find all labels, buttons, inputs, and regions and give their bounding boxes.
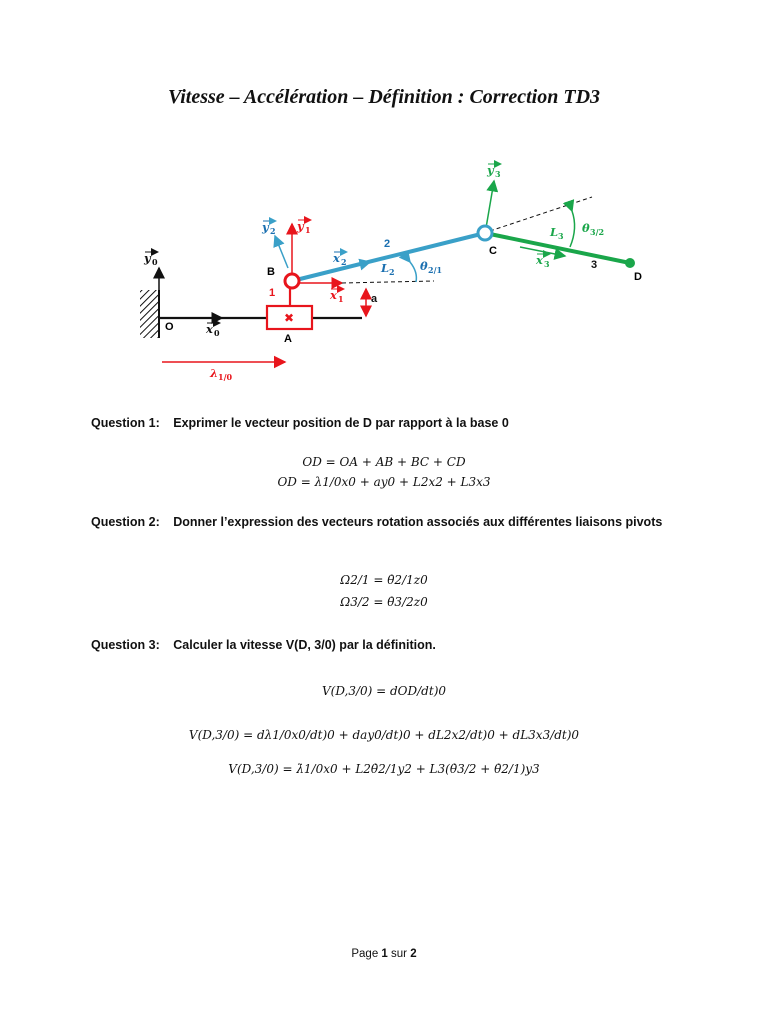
question-2 (91, 513, 675, 532)
svg-text:y: y (144, 251, 151, 265)
page-title: Vitesse – Accélération – Définition : Correction TD3 (167, 86, 601, 108)
label-y1 (296, 219, 311, 235)
b-reference-dash (342, 281, 434, 283)
y3-axis (486, 181, 494, 228)
svg-text:θ: θ (420, 259, 428, 273)
solid-3-label: 3 (591, 259, 598, 271)
svg-text:2/1: 2/1 (428, 265, 443, 275)
question-1-text: Exprimer le vecteur position de D par rapport à la base 0 (173, 416, 509, 430)
label-y2 (261, 220, 276, 236)
question-3-text: Calculer la vitesse V(D, 3/0) par la définition. (173, 638, 436, 652)
point-d-label: D (634, 271, 642, 283)
equation-q3-line3: V(D,3/0) = λ̇1/0x0 + L2θ̇2/1y2 + L3(θ̇3/2 + θ̇2/1)y3 (228, 762, 540, 776)
svg-text:x: x (333, 251, 340, 265)
label-theta21 (420, 259, 442, 275)
page-footer (0, 948, 768, 960)
label-x2 (332, 251, 347, 267)
question-3-number: Question 3: (91, 638, 160, 652)
svg-text:3: 3 (558, 231, 564, 241)
label-l3 (549, 225, 564, 241)
svg-text:2: 2 (389, 267, 395, 277)
label-lambda (209, 366, 232, 382)
point-a-label: A (284, 333, 292, 345)
label-theta32 (582, 221, 604, 237)
svg-text:0: 0 (214, 328, 220, 338)
slider-mark: ✖ (283, 311, 295, 325)
solid-1-label: 1 (269, 287, 276, 299)
svg-text:L: L (550, 225, 559, 239)
svg-text:2: 2 (341, 257, 347, 267)
label-y3 (486, 163, 501, 179)
equation-q3-line1: V(D,3/0) = dOD/dt)0 (321, 684, 447, 698)
joint-c (478, 226, 492, 240)
mechanism-figure (0, 0, 768, 400)
svg-text:x: x (206, 322, 213, 336)
y2-axis (275, 236, 288, 268)
theta21-arc (410, 262, 416, 282)
svg-text:L: L (381, 261, 390, 275)
svg-text:0: 0 (152, 257, 158, 267)
footer-total-pages: 2 (410, 948, 417, 960)
svg-text:y: y (262, 220, 269, 234)
joint-b (285, 274, 299, 288)
question-3 (91, 636, 675, 655)
svg-text:λ: λ (210, 366, 219, 380)
question-2-number: Question 2: (91, 515, 160, 529)
label-x0 (205, 322, 220, 338)
question-1 (91, 414, 675, 433)
equation-q1-line1: OD = OA + AB + BC + CD (302, 455, 466, 469)
label-y0 (143, 251, 158, 267)
point-o-label: O (165, 321, 174, 333)
label-x3 (535, 253, 550, 269)
svg-text:1: 1 (305, 225, 311, 235)
ground-hatch (140, 290, 158, 338)
point-b-label: B (267, 266, 275, 278)
svg-text:1: 1 (338, 294, 344, 304)
label-x1 (329, 288, 344, 304)
point-c-label: C (489, 245, 497, 257)
solid-2-label: 2 (384, 238, 391, 250)
svg-text:3/2: 3/2 (590, 227, 605, 237)
svg-text:3: 3 (544, 259, 550, 269)
svg-text:θ: θ (582, 221, 590, 235)
equation-q1-line2: OD = λ1/0x0 + ay0 + L2x2 + L3x3 (277, 475, 491, 489)
question-2-text: Donner l’expression des vecteurs rotation associés aux différentes liaisons pivots (173, 515, 663, 529)
footer-page-word: Page (351, 948, 379, 960)
equation-q3-line2: V(D,3/0) = dλ1/0x0/dt)0 + day0/dt)0 + dL2x2/dt)0 + dL3x3/dt)0 (188, 728, 580, 742)
theta32-arc (570, 211, 575, 247)
svg-text:x: x (536, 253, 543, 267)
x2-axis (325, 262, 370, 273)
equation-q2-line1: Ω2/1 = θ̇2/1z0 (340, 573, 428, 587)
footer-sur: sur (391, 948, 408, 960)
question-1-number: Question 1: (91, 416, 160, 430)
svg-text:1/0: 1/0 (218, 372, 233, 382)
svg-text:3: 3 (495, 169, 501, 179)
a-label: a (371, 293, 378, 305)
point-d (625, 258, 635, 268)
svg-text:y: y (297, 219, 304, 233)
equation-q2-line2: Ω3/2 = θ̇3/2z0 (340, 595, 428, 609)
footer-page-number: 1 (381, 948, 388, 960)
label-l2 (380, 261, 395, 277)
svg-text:y: y (487, 163, 494, 177)
svg-text:x: x (330, 288, 337, 302)
c-reference-dash (490, 197, 592, 231)
svg-text:2: 2 (270, 226, 276, 236)
